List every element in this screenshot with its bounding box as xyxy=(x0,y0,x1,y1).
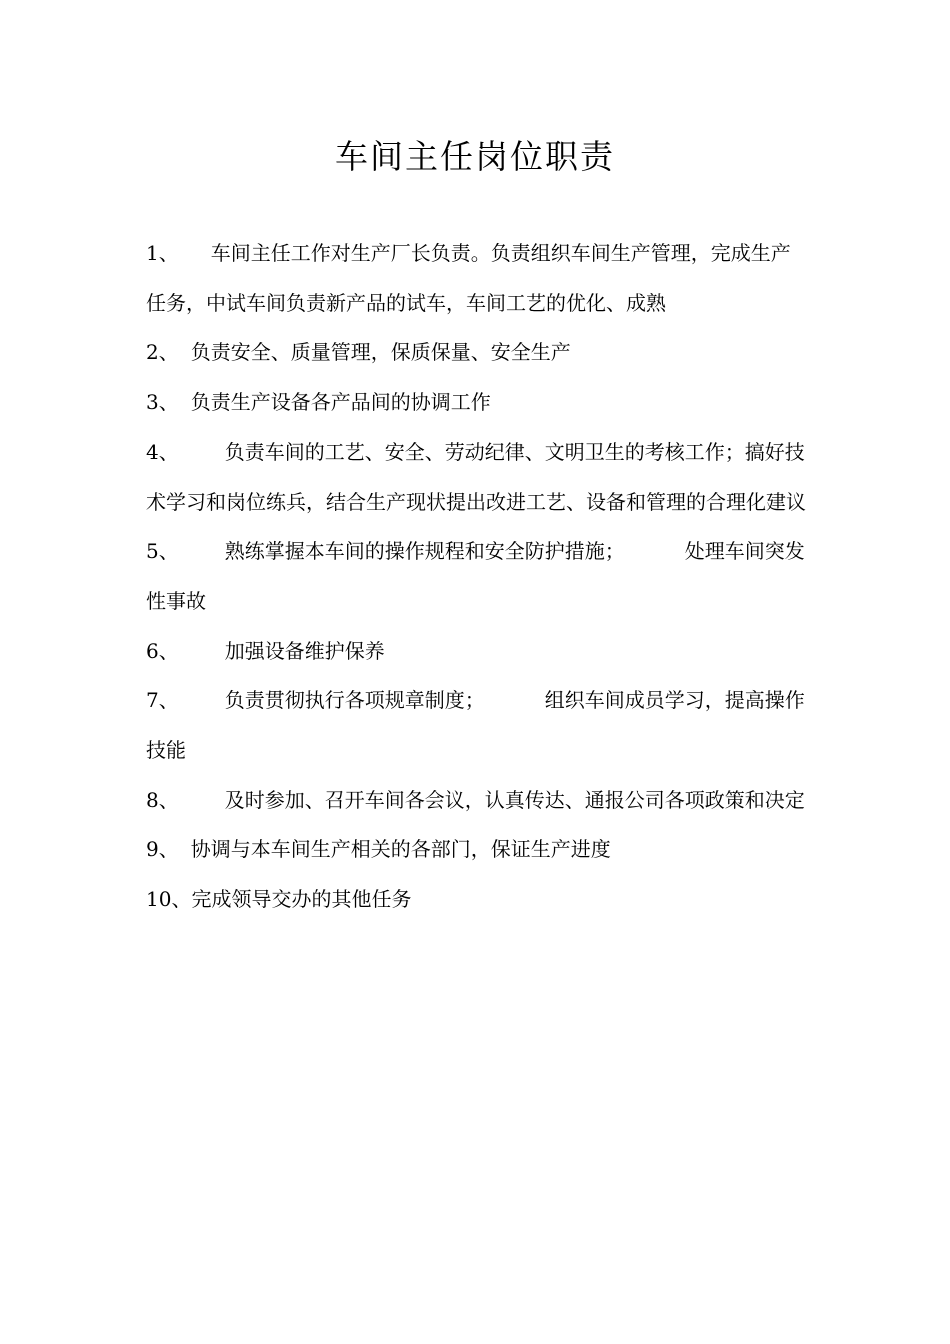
document-title: 车间主任岗位职责 xyxy=(335,137,615,176)
list-item-3 xyxy=(146,378,810,428)
item-text: 负责车间的工艺、安全、劳动纪律、文明卫生的考核工作；搞好技术学习和岗位练兵，结合生产现状提出改进工艺、设备和管理的合理化建议 xyxy=(146,439,806,514)
item-text-continued: 处理车间突发性事故 xyxy=(146,539,805,613)
item-number: 10、 xyxy=(146,887,192,912)
item-text: 熟练掌握本车间的操作规程和安全防护措施； xyxy=(224,539,625,564)
item-text: 负责安全、质量管理，保质保量、安全生产 xyxy=(190,340,571,365)
list-item-4 xyxy=(146,428,810,527)
item-number: 3、 xyxy=(146,390,179,415)
list-item-5 xyxy=(146,527,810,626)
item-text: 协调与本车间生产相关的各部门，保证生产进度 xyxy=(190,837,611,862)
item-text: 及时参加、召开车间各会议，认真传达、通报公司各项政策和决定 xyxy=(224,787,805,812)
list-item-8 xyxy=(146,776,810,826)
list-item-6 xyxy=(146,627,810,677)
duty-list xyxy=(146,229,810,925)
item-number: 9、 xyxy=(146,837,179,862)
item-number: 8、 xyxy=(146,787,179,812)
item-text: 负责贯彻执行各项规章制度； xyxy=(224,688,485,713)
item-text: 车间主任工作对生产厂长负责。负责组织车间生产管理，完成生产任务，中试车间负责新产品的试车，车间工艺的优化、成熟 xyxy=(146,241,791,315)
item-text: 完成领导交办的其他任务 xyxy=(191,887,412,912)
item-text: 加强设备维护保养 xyxy=(224,638,385,663)
list-item-1 xyxy=(146,229,810,328)
item-number: 7、 xyxy=(146,688,179,713)
item-text: 负责生产设备各产品间的协调工作 xyxy=(190,390,491,415)
list-item-2 xyxy=(146,328,810,378)
item-number: 6、 xyxy=(146,638,179,663)
list-item-9 xyxy=(146,825,810,875)
item-number: 1、 xyxy=(146,241,179,265)
list-item-10 xyxy=(146,875,810,925)
list-item-7 xyxy=(146,676,810,775)
item-number: 2、 xyxy=(146,340,179,365)
item-number: 5、 xyxy=(146,539,179,564)
item-text-continued: 组织车间成员学习，提高操作技能 xyxy=(146,688,805,763)
item-number: 4、 xyxy=(146,439,179,464)
